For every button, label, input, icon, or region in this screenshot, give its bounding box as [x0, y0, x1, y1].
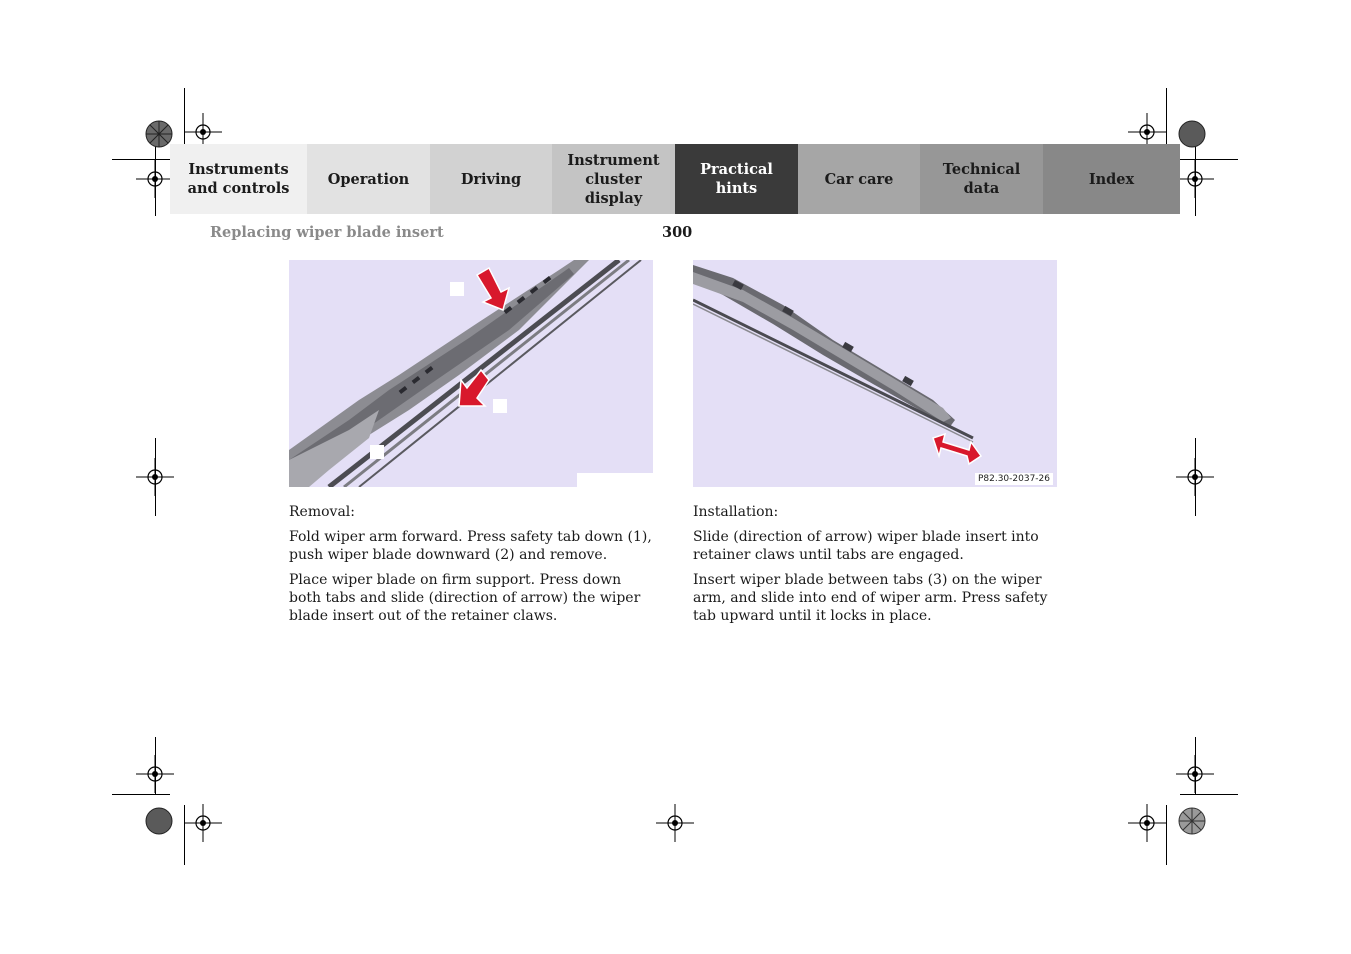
figure-code: P82.30-2037-26 — [975, 473, 1053, 485]
tab-label: Instrument cluster display — [567, 151, 660, 207]
section-nav — [170, 144, 1180, 214]
callout-3 — [370, 445, 384, 459]
tab-operation[interactable] — [307, 144, 430, 214]
double-arrow-icon — [933, 434, 981, 464]
color-wheel-icon — [1178, 807, 1206, 839]
callout-2 — [493, 399, 507, 413]
removal-paragraph-1: Fold wiper arm forward. Press safety tab down (1), push wiper blade downward (2) and remove. — [289, 529, 652, 563]
color-wheel-icon — [145, 807, 173, 839]
registration-mark-icon — [184, 804, 222, 842]
arrow-down-icon — [477, 268, 509, 310]
tab-driving[interactable] — [430, 144, 552, 214]
tab-instruments-and-controls[interactable] — [170, 144, 307, 214]
installation-illustration — [693, 260, 1057, 487]
removal-heading: Removal: — [289, 504, 355, 520]
registration-mark-icon — [136, 160, 174, 198]
tab-label: Driving — [460, 170, 522, 188]
color-wheel-icon — [145, 120, 173, 152]
tab-instrument-cluster-display[interactable] — [552, 144, 675, 214]
callout-1 — [450, 282, 464, 296]
installation-paragraph-2: Insert wiper blade between tabs (3) on the wiper arm, and slide into end of wiper arm. Press safety tab upward until it locks in place. — [693, 572, 1048, 624]
tab-label: Index — [1088, 170, 1135, 188]
registration-mark-icon — [1176, 160, 1214, 198]
wiper-arm-illustration — [289, 260, 653, 487]
removal-paragraph-2: Place wiper blade on firm support. Press down both tabs and slide (direction of arrow) the wiper blade insert out of the retainer claws. — [289, 572, 641, 624]
registration-mark-icon — [1128, 804, 1166, 842]
tab-label: Technical data — [942, 161, 1021, 197]
registration-mark-icon — [1176, 458, 1214, 496]
registration-mark-icon — [656, 804, 694, 842]
tab-technical-data[interactable] — [920, 144, 1043, 214]
registration-mark-icon — [136, 458, 174, 496]
tab-practical-hints[interactable] — [675, 144, 798, 214]
tab-label: Operation — [327, 170, 410, 188]
wiper-blade-illustration — [693, 260, 1057, 487]
tab-label: Practical hints — [700, 161, 773, 197]
tab-car-care[interactable] — [798, 144, 920, 214]
color-wheel-icon — [1178, 120, 1206, 152]
figure-code-blank — [577, 473, 653, 487]
tab-label: Instruments and controls — [187, 161, 290, 197]
tab-index[interactable] — [1043, 144, 1180, 214]
installation-section — [693, 503, 1061, 632]
removal-section — [289, 503, 657, 632]
registration-mark-icon — [136, 755, 174, 793]
registration-mark-icon — [1176, 755, 1214, 793]
installation-paragraph-1: Slide (direction of arrow) wiper blade insert into retainer claws until tabs are engaged. — [693, 529, 1039, 563]
tab-label: Car care — [824, 170, 894, 188]
installation-heading: Installation: — [693, 504, 779, 520]
page-title: Replacing wiper blade insert — [210, 224, 444, 241]
page-number: 300 — [662, 224, 693, 241]
removal-illustration — [289, 260, 653, 487]
